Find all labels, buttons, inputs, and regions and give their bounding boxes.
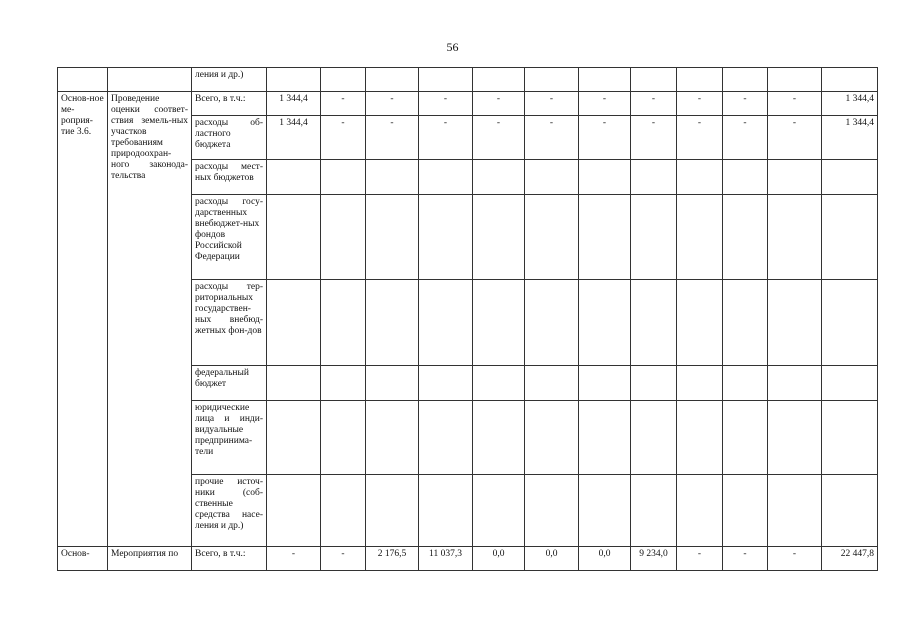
budget-table bbox=[57, 67, 878, 571]
event-name-cell: Проведение оценки соответ-ствия земель-ных участков требованиям природоохран-ного законода-тельства bbox=[108, 92, 192, 547]
value-cell: - bbox=[366, 92, 419, 116]
value-cell: 1 344,4 bbox=[267, 92, 321, 116]
value-cell: - bbox=[631, 116, 677, 160]
value-cell: - bbox=[321, 92, 366, 116]
source-cell: расходы тер-риториальных государствен-ных внебюд-жетных фон-дов bbox=[192, 280, 267, 366]
value-cell: - bbox=[579, 92, 631, 116]
value-cell: 0,0 bbox=[525, 547, 579, 571]
value-cell: 9 234,0 bbox=[631, 547, 677, 571]
value-cell: - bbox=[419, 92, 473, 116]
value-cell: - bbox=[768, 92, 822, 116]
event-cell bbox=[108, 68, 192, 92]
source-cell: прочие источ-ники (соб-ственные средства насе-ления и др.) bbox=[192, 475, 267, 547]
table-row bbox=[58, 92, 878, 116]
source-cell: расходы мест-ных бюджетов bbox=[192, 160, 267, 195]
value-cell: - bbox=[525, 116, 579, 160]
source-cell: ления и др.) bbox=[192, 68, 267, 92]
value-cell: - bbox=[366, 116, 419, 160]
value-cell: - bbox=[723, 116, 768, 160]
table-row bbox=[58, 547, 878, 571]
value-cell: - bbox=[267, 547, 321, 571]
source-cell: Всего, в т.ч.: bbox=[192, 92, 267, 116]
event-code-cell: Основ- bbox=[58, 547, 108, 571]
source-cell: федеральный бюджет bbox=[192, 366, 267, 401]
value-cell: - bbox=[677, 547, 723, 571]
value-cell: - bbox=[321, 547, 366, 571]
value-cell: - bbox=[677, 92, 723, 116]
value-cell: 0,0 bbox=[473, 547, 525, 571]
page-number: 56 bbox=[446, 40, 459, 54]
total-cell: 1 344,4 bbox=[822, 92, 878, 116]
value-cell: - bbox=[723, 547, 768, 571]
value-cell: - bbox=[321, 116, 366, 160]
value-cell: - bbox=[473, 92, 525, 116]
source-cell: расходы об-ластного бюджета bbox=[192, 116, 267, 160]
value-cell: - bbox=[525, 92, 579, 116]
value-cell: - bbox=[419, 116, 473, 160]
value-cell: - bbox=[768, 547, 822, 571]
value-cell: - bbox=[723, 92, 768, 116]
value-cell: - bbox=[631, 92, 677, 116]
total-cell: 22 447,8 bbox=[822, 547, 878, 571]
event-name-cell: Мероприятия по bbox=[108, 547, 192, 571]
value-cell: - bbox=[579, 116, 631, 160]
value-cell: 1 344,4 bbox=[267, 116, 321, 160]
source-cell: Всего, в т.ч.: bbox=[192, 547, 267, 571]
value-cell: 0,0 bbox=[579, 547, 631, 571]
value-cell: - bbox=[473, 116, 525, 160]
event-code-cell: Основ-ное ме-роприя-тие 3.6. bbox=[58, 92, 108, 547]
value-cell: - bbox=[677, 116, 723, 160]
value-cell: 11 037,3 bbox=[419, 547, 473, 571]
source-cell: расходы госу-дарственных внебюджет-ных фондов Российской Федерации bbox=[192, 195, 267, 280]
source-cell: юридические лица и инди-видуальные предпринима-тели bbox=[192, 401, 267, 475]
value-cell: - bbox=[768, 116, 822, 160]
total-cell: 1 344,4 bbox=[822, 116, 878, 160]
continuation-row bbox=[58, 68, 878, 92]
code-cell bbox=[58, 68, 108, 92]
value-cell: 2 176,5 bbox=[366, 547, 419, 571]
